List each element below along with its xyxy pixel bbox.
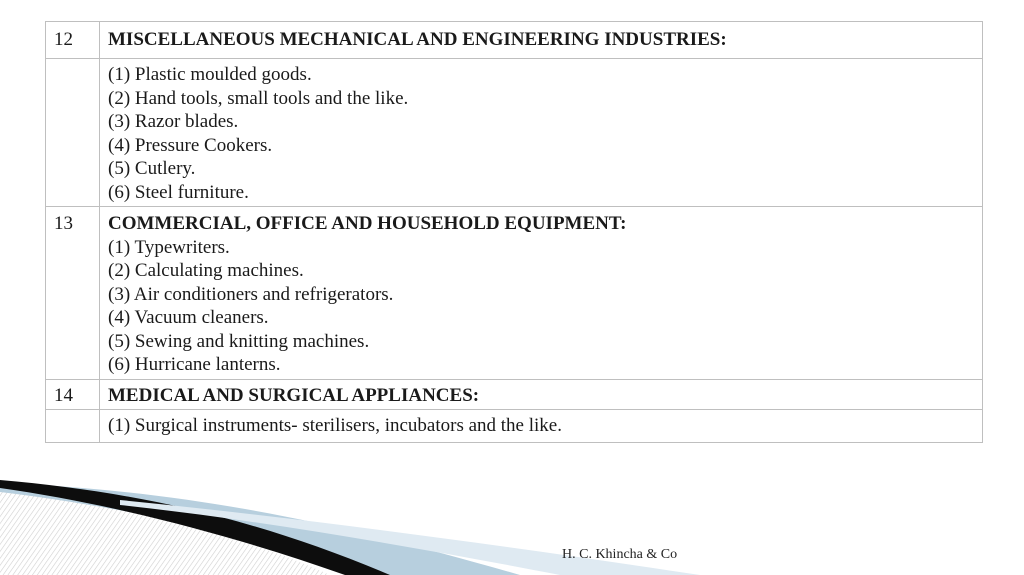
list-item: (1) Typewriters.: [108, 236, 230, 258]
footer-credit: H. C. Khincha & Co: [562, 547, 678, 562]
row-number: 13: [46, 207, 100, 380]
category-heading: MEDICAL AND SURGICAL APPLIANCES:: [108, 384, 480, 406]
list-item: (5) Sewing and knitting machines.: [108, 330, 370, 352]
category-heading: MISCELLANEOUS MECHANICAL AND ENGINEERING INDUSTRIES:: [108, 29, 727, 50]
industries-table: [45, 21, 983, 443]
table-row: [46, 207, 983, 380]
items-cell: [100, 410, 983, 443]
list-item: (6) Steel furniture.: [108, 181, 249, 203]
list-item: (3) Air conditioners and refrigerators.: [108, 283, 394, 305]
list-item: (6) Hurricane lanterns.: [108, 354, 281, 375]
list-item: (3) Razor blades.: [108, 111, 239, 132]
list-item: (4) Vacuum cleaners.: [108, 307, 269, 328]
list-item: (5) Cutlery.: [108, 158, 196, 179]
row-number: [46, 59, 100, 207]
list-item: (4) Pressure Cookers.: [108, 134, 273, 156]
list-item: (2) Hand tools, small tools and the like.: [108, 87, 409, 109]
table-row: [46, 379, 983, 410]
list-item: (1) Plastic moulded goods.: [108, 64, 312, 85]
items-cell: [100, 59, 983, 207]
category-cell: [100, 22, 983, 59]
list-item: (2) Calculating machines.: [108, 260, 304, 281]
category-cell: [100, 207, 983, 380]
table-row: [46, 22, 983, 59]
list-item: (1) Surgical instruments- sterilisers, incubators and the like.: [108, 415, 562, 436]
row-number: [46, 410, 100, 443]
category-cell: [100, 379, 983, 410]
table-row: [46, 59, 983, 207]
category-heading: COMMERCIAL, OFFICE AND HOUSEHOLD EQUIPMENT:: [108, 213, 627, 234]
row-number: 12: [46, 22, 100, 59]
row-number: 14: [46, 379, 100, 410]
table-row: [46, 410, 983, 443]
